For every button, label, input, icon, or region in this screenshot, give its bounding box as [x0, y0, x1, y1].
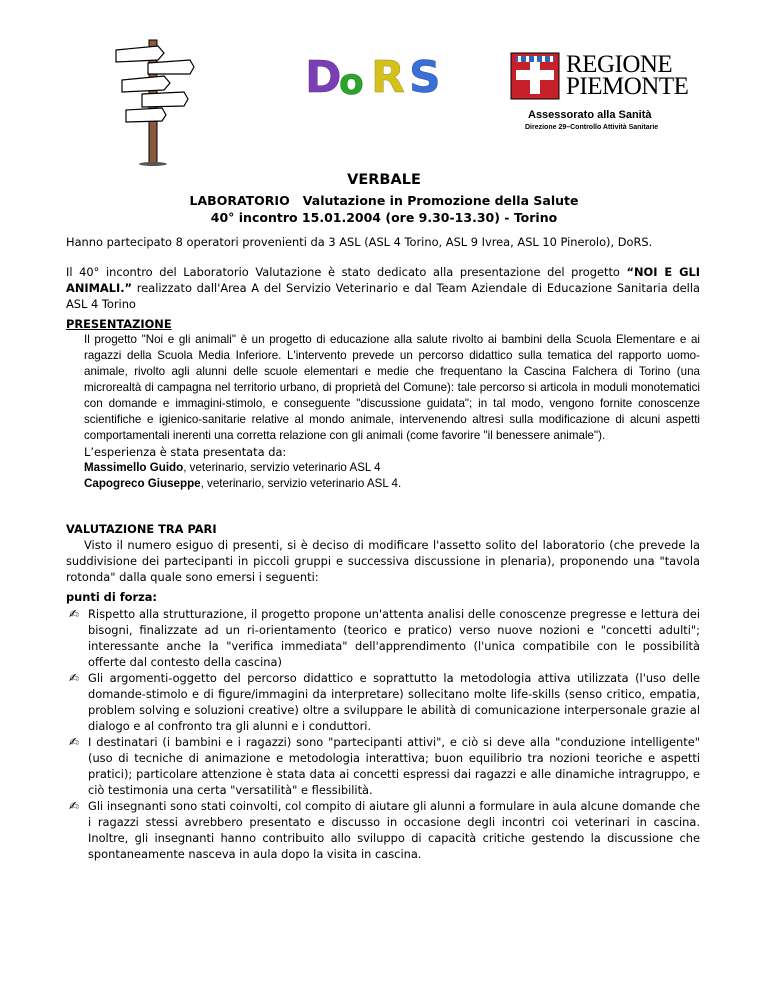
presenter-role: , veterinario, servizio veterinario ASL 4. — [200, 477, 402, 490]
writing-hand-icon: ✍ — [69, 735, 80, 749]
punti-forza-item-text: Rispetto alla strutturazione, il progetto propone un'attenta analisi delle conoscenze pregresse e lettura dei bisogni, finalizzate ad un ri-orientamento (teorico e pratico) verso nuove nozioni e "concetti adulti"; interessante anche la "verifica immediata" dell'apprendimento (l'unica compatibile con le possibilità offerte dal contesto della cascina) — [88, 607, 700, 669]
regione-emblem-icon — [510, 52, 560, 100]
document-title: VERBALE — [347, 172, 421, 188]
participants-text: Hanno partecipato 8 operatori provenienti da 3 ASL (ASL 4 Torino, ASL 9 Ivrea, ASL 10 Pinerolo), DoRS. — [66, 235, 653, 249]
intro-paragraph — [66, 264, 700, 312]
punti-forza-item-text: Gli insegnanti sono stati coinvolti, col compito di aiutare gli alunni a formulare in aula alcune domande che i ragazzi stessi avrebbero presentato e discusso in occasione degli incontri coi veterinari in cascina. Inoltre, gli insegnanti hanno contribuito allo sviluppo di capacità critiche gestendo la discussione che spontaneamente nasceva in aula dopo la visita in cascina. — [88, 799, 700, 861]
assessorato-label: Assessorato alla Sanità — [528, 109, 652, 121]
direzione-label: Direzione 29–Controllo Attività Sanitarie — [525, 124, 659, 131]
signpost-illustration — [112, 36, 196, 166]
writing-hand-icon: ✍ — [69, 671, 80, 685]
presenter-item — [84, 476, 401, 492]
punti-forza-item — [69, 798, 700, 862]
intro-before: Il 40° incontro del Laboratorio Valutazione è stato dedicato alla presentazione del progetto — [66, 265, 627, 279]
project-title: “NOI E GLI ANIMALI.” — [66, 265, 700, 295]
presentazione-heading: PRESENTAZIONE — [66, 317, 172, 331]
punti-forza-item — [69, 734, 700, 798]
esperienza-label: L’esperienza è stata presentata da: — [84, 445, 287, 459]
writing-hand-icon: ✍ — [69, 607, 80, 621]
presentazione-text: Il progetto "Noi e gli animali" è un progetto di educazione alla salute rivolto ai bambini della Scuola Elementare e ai ragazzi della Scuola Media Inferiore. L'intervento prevede un percorso didattico sulla tematica del rapporto uomo-animale, rivolto agli alunni delle scuole elementari e medie che frequentano la Cascina Falchera di Torino (una microrealtà di campagna nel territorio urbano, di proprietà del Comune): tale percorso si articola in moduli monotematici con domande e immagini-stimolo, e conseguente "discussione guidata"; in tal modo, vengono fornite conoscenze scientifiche e igienico-sanitarie relative al mondo animale, intervenendo altresì sulla modificazione di alcuni aspetti comportamentali inerenti una corretta relazione con gli animali (come favorire "il benessere animale"). — [84, 333, 700, 442]
regione-piemonte-logo — [510, 52, 705, 102]
punti-forza-item — [69, 670, 700, 734]
presenter-item — [84, 460, 381, 476]
valutazione-heading: VALUTAZIONE TRA PARI — [66, 522, 217, 536]
presenter-name: Capogreco Giuseppe — [84, 477, 201, 490]
punti-forza-item — [69, 606, 700, 670]
svg-text:R: R — [371, 52, 405, 98]
intro-after: realizzato dall'Area A del Servizio Veterinario e dal Team Aziendale di Educazione Sanitaria della ASL 4 Torino — [66, 281, 700, 311]
punti-forza-item-text: I destinatari (i bambini e i ragazzi) sono "partecipanti attivi", e ciò si deve alla "conduzione intelligente" (uso di tecniche di animazione e metodologia interattiva; buon equilibrio tra nozioni teoriche e aspetti pratici); particolare attenzione è stata data ai concetti espressi dai ragazzi e alle dinamiche intragruppo, e ciò testimonia una certa "versatilità" e flessibilità. — [88, 735, 700, 797]
punti-forza-item-text: Gli argomenti-oggetto del percorso didattico e soprattutto la metodologia attiva utilizzata (l'uso delle domande-stimolo e di figure/immagini da interpretare) sollecitano molte life-skills (senso critico, empatia, problem solving e soluzioni creative) oltre a sviluppare le abilità di comunicazione interpersonale grazie al dialogo e al confronto tra gli alunni e i conduttori. — [88, 671, 700, 733]
document-subtitle-date: 40° incontro 15.01.2004 (ore 9.30-13.30) - Torino — [210, 210, 558, 225]
regione-line1: REGIONE — [566, 51, 673, 78]
document-subtitle-lab: LABORATORIO Valutazione in Promozione della Salute — [189, 193, 579, 208]
presenter-role: , veterinario, servizio veterinario ASL 4 — [183, 461, 381, 474]
svg-text:o: o — [339, 62, 364, 98]
regione-line2: PIEMONTE — [566, 73, 689, 100]
dors-logo — [303, 52, 453, 98]
svg-text:D: D — [305, 52, 342, 98]
writing-hand-icon: ✍ — [69, 799, 80, 813]
punti-forza-heading: punti di forza: — [66, 590, 157, 604]
valutazione-text: Visto il numero esiguo di presenti, si è deciso di modificare l'assetto solito del laboratorio (che prevede la suddivisione dei partecipanti in piccoli gruppi e successiva discussione in plenaria), proponendo una "tavola rotonda" dalla quale sono emersi i seguenti: — [66, 538, 700, 584]
svg-text:S: S — [409, 52, 441, 98]
presenter-name: Massimello Guido — [84, 461, 184, 474]
